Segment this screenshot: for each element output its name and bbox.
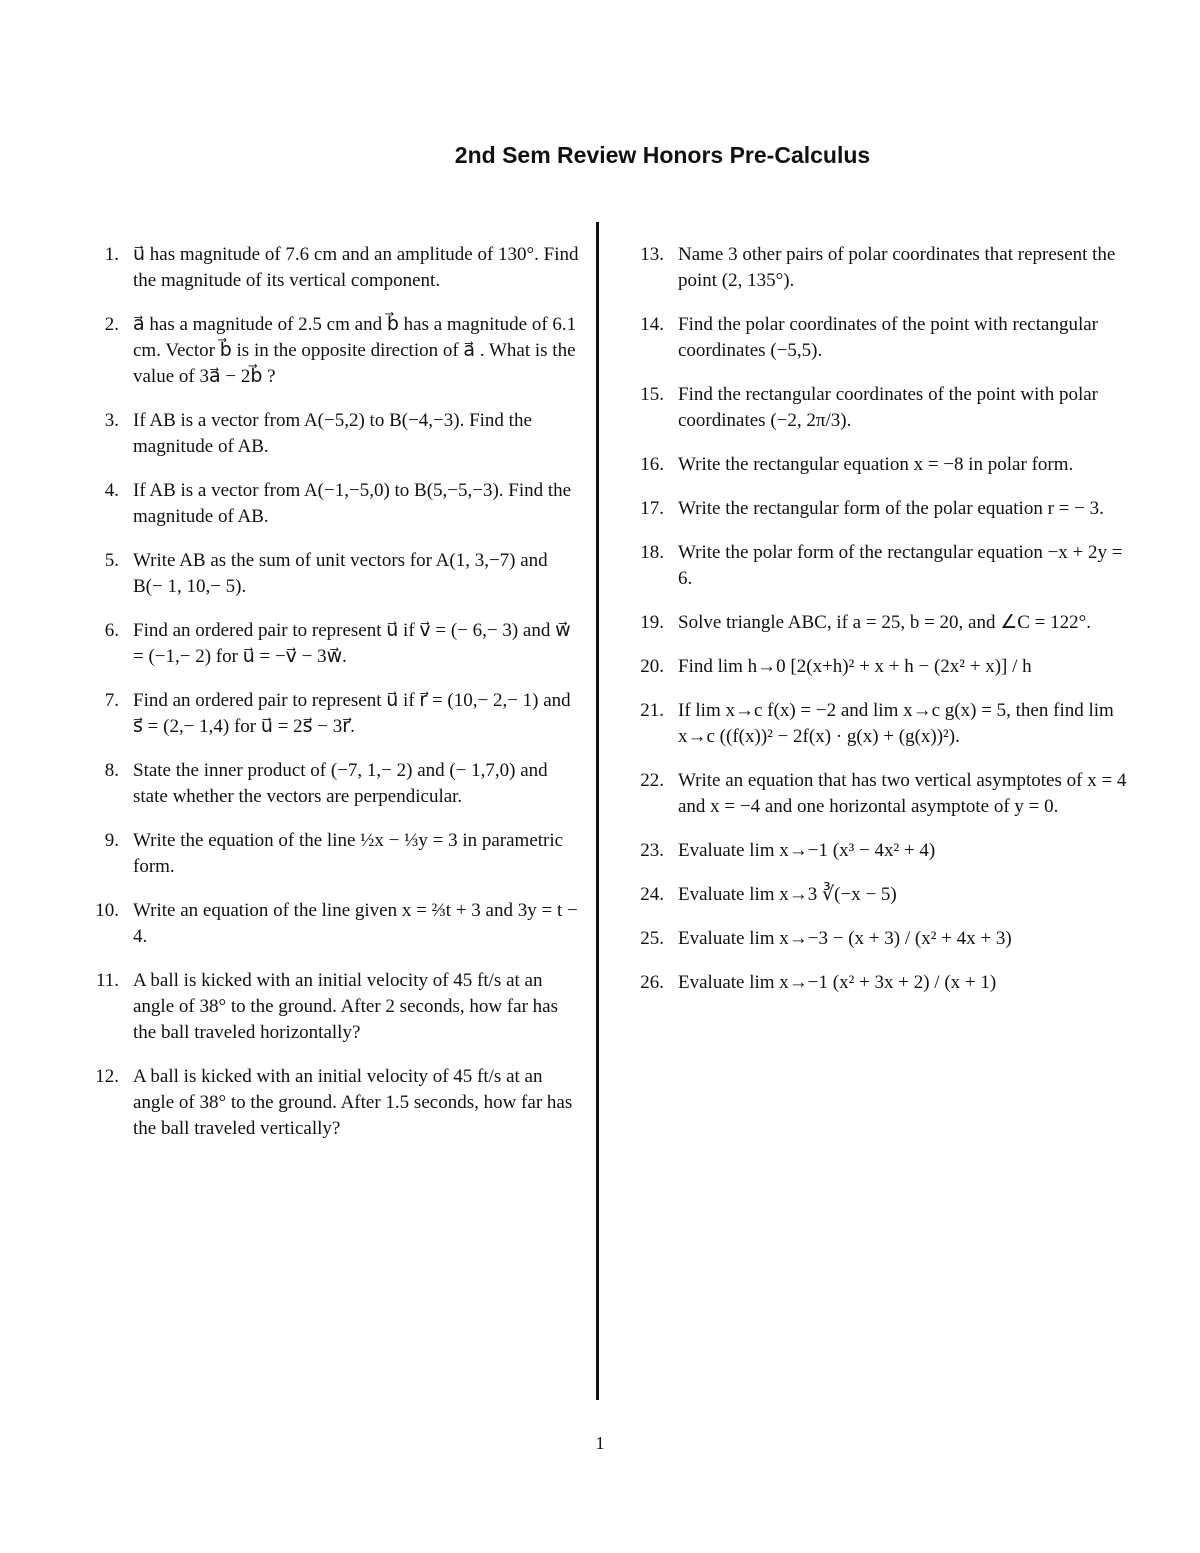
question-4 [85, 478, 580, 530]
question-number: 22. [640, 770, 664, 791]
question-number: 15. [640, 384, 664, 405]
question-15 [630, 382, 1130, 434]
question-16 [630, 452, 1130, 478]
question-number: 7. [104, 690, 119, 711]
question-number: 26. [640, 972, 664, 993]
question-number: 6. [104, 620, 119, 641]
question-number: 1. [104, 244, 119, 265]
question-number: 14. [640, 314, 664, 335]
question-1 [85, 242, 580, 294]
question-text: A ball is kicked with an initial velocity of 45 ft/s at an angle of 38° to the ground. After 1.5 seconds, how far has the ball traveled vertically? [133, 1066, 573, 1139]
question-number: 23. [640, 840, 664, 861]
question-text: A ball is kicked with an initial velocity of 45 ft/s at an angle of 38° to the ground. After 2 seconds, how far has the ball traveled horizontally? [133, 970, 558, 1043]
question-text: Write the rectangular form of the polar equation r = − 3. [678, 498, 1104, 519]
question-number: 11. [95, 970, 119, 991]
column-divider [596, 222, 599, 1400]
question-11 [85, 968, 580, 1046]
question-21 [630, 698, 1130, 750]
question-text: u⃗ has magnitude of 7.6 cm and an amplitude of 130°. Find the magnitude of its vertical component. [133, 244, 579, 291]
question-number: 13. [640, 244, 664, 265]
question-text: If AB is a vector from A(−5,2) to B(−4,−3). Find the magnitude of AB. [133, 410, 532, 457]
question-8 [85, 758, 580, 810]
question-23 [630, 838, 1130, 864]
question-text: Find the rectangular coordinates of the point with polar coordinates (−2, 2π/3). [678, 384, 1098, 431]
question-text: Evaluate lim x→3 ∛(−x − 5) [678, 884, 897, 905]
question-25 [630, 926, 1130, 952]
question-20 [630, 654, 1130, 680]
question-text: Find an ordered pair to represent u⃗ if v⃗ = (− 6,− 3) and w⃗ = (−1,− 2) for u⃗ = −v⃗ − 3w⃗. [133, 620, 571, 667]
right-column [630, 242, 1130, 1014]
question-number: 2. [104, 314, 119, 335]
question-text: Write an equation that has two vertical asymptotes of x = 4 and x = −4 and one horizontal asymptote of y = 0. [678, 770, 1127, 817]
question-10 [85, 898, 580, 950]
question-12 [85, 1064, 580, 1142]
question-3 [85, 408, 580, 460]
question-text: State the inner product of (−7, 1,− 2) and (− 1,7,0) and state whether the vectors are perpendicular. [133, 760, 548, 807]
question-17 [630, 496, 1130, 522]
question-18 [630, 540, 1130, 592]
question-text: a⃗ has a magnitude of 2.5 cm and b⃗ has a magnitude of 6.1 cm. Vector b⃗ is in the opposite direction of a⃗ . What is the value of 3a⃗ − 2b⃗ ? [133, 314, 577, 387]
question-24 [630, 882, 1130, 908]
question-number: 18. [640, 542, 664, 563]
question-number: 24. [640, 884, 664, 905]
question-14 [630, 312, 1130, 364]
question-number: 9. [104, 830, 119, 851]
question-number: 4. [104, 480, 119, 501]
question-number: 25. [640, 928, 664, 949]
question-text: Evaluate lim x→−3 − (x + 3) / (x² + 4x + 3) [678, 928, 1012, 949]
question-number: 5. [104, 550, 119, 571]
question-text: Evaluate lim x→−1 (x³ − 4x² + 4) [678, 840, 936, 861]
question-number: 8. [104, 760, 119, 781]
question-2 [85, 312, 580, 390]
question-26 [630, 970, 1130, 996]
question-22 [630, 768, 1130, 820]
page-title: 2nd Sem Review Honors Pre-Calculus [454, 142, 871, 168]
question-text: Write an equation of the line given x = ⅔t + 3 and 3y = t − 4. [133, 900, 578, 947]
question-text: Write AB as the sum of unit vectors for A(1, 3,−7) and B(− 1, 10,− 5). [133, 550, 548, 597]
question-number: 17. [640, 498, 664, 519]
question-text: Write the equation of the line ½x − ⅓y = 3 in parametric form. [133, 830, 564, 877]
question-9 [85, 828, 580, 880]
question-13 [630, 242, 1130, 294]
question-number: 12. [95, 1066, 119, 1087]
question-text: Write the polar form of the rectangular equation −x + 2y = 6. [678, 542, 1123, 589]
question-number: 3. [104, 410, 119, 431]
question-text: Solve triangle ABC, if a = 25, b = 20, and ∠C = 122°. [678, 612, 1091, 633]
question-7 [85, 688, 580, 740]
question-19 [630, 610, 1130, 636]
question-text: Find lim h→0 [2(x+h)² + x + h − (2x² + x)] / h [678, 656, 1032, 677]
question-text: Evaluate lim x→−1 (x² + 3x + 2) / (x + 1) [678, 972, 997, 993]
question-text: If lim x→c f(x) = −2 and lim x→c g(x) = 5, then find lim x→c ((f(x))² − 2f(x) · g(x) + (g(x))²). [678, 700, 1114, 747]
question-text: Find an ordered pair to represent u⃗ if r⃗ = (10,− 2,− 1) and s⃗ = (2,− 1,4) for u⃗ = 2s⃗ − 3r⃗. [133, 690, 571, 737]
question-text: If AB is a vector from A(−1,−5,0) to B(5,−5,−3). Find the magnitude of AB. [133, 480, 572, 527]
question-number: 16. [640, 454, 664, 475]
question-5 [85, 548, 580, 600]
page-number: 1 [595, 1433, 605, 1453]
question-text: Name 3 other pairs of polar coordinates that represent the point (2, 135°). [678, 244, 1116, 291]
question-6 [85, 618, 580, 670]
question-text: Find the polar coordinates of the point with rectangular coordinates (−5,5). [678, 314, 1098, 361]
question-number: 19. [640, 612, 664, 633]
question-number: 21. [640, 700, 664, 721]
question-number: 20. [640, 656, 664, 677]
question-number: 10. [95, 900, 119, 921]
left-column [85, 242, 580, 1160]
question-text: Write the rectangular equation x = −8 in polar form. [678, 454, 1074, 475]
